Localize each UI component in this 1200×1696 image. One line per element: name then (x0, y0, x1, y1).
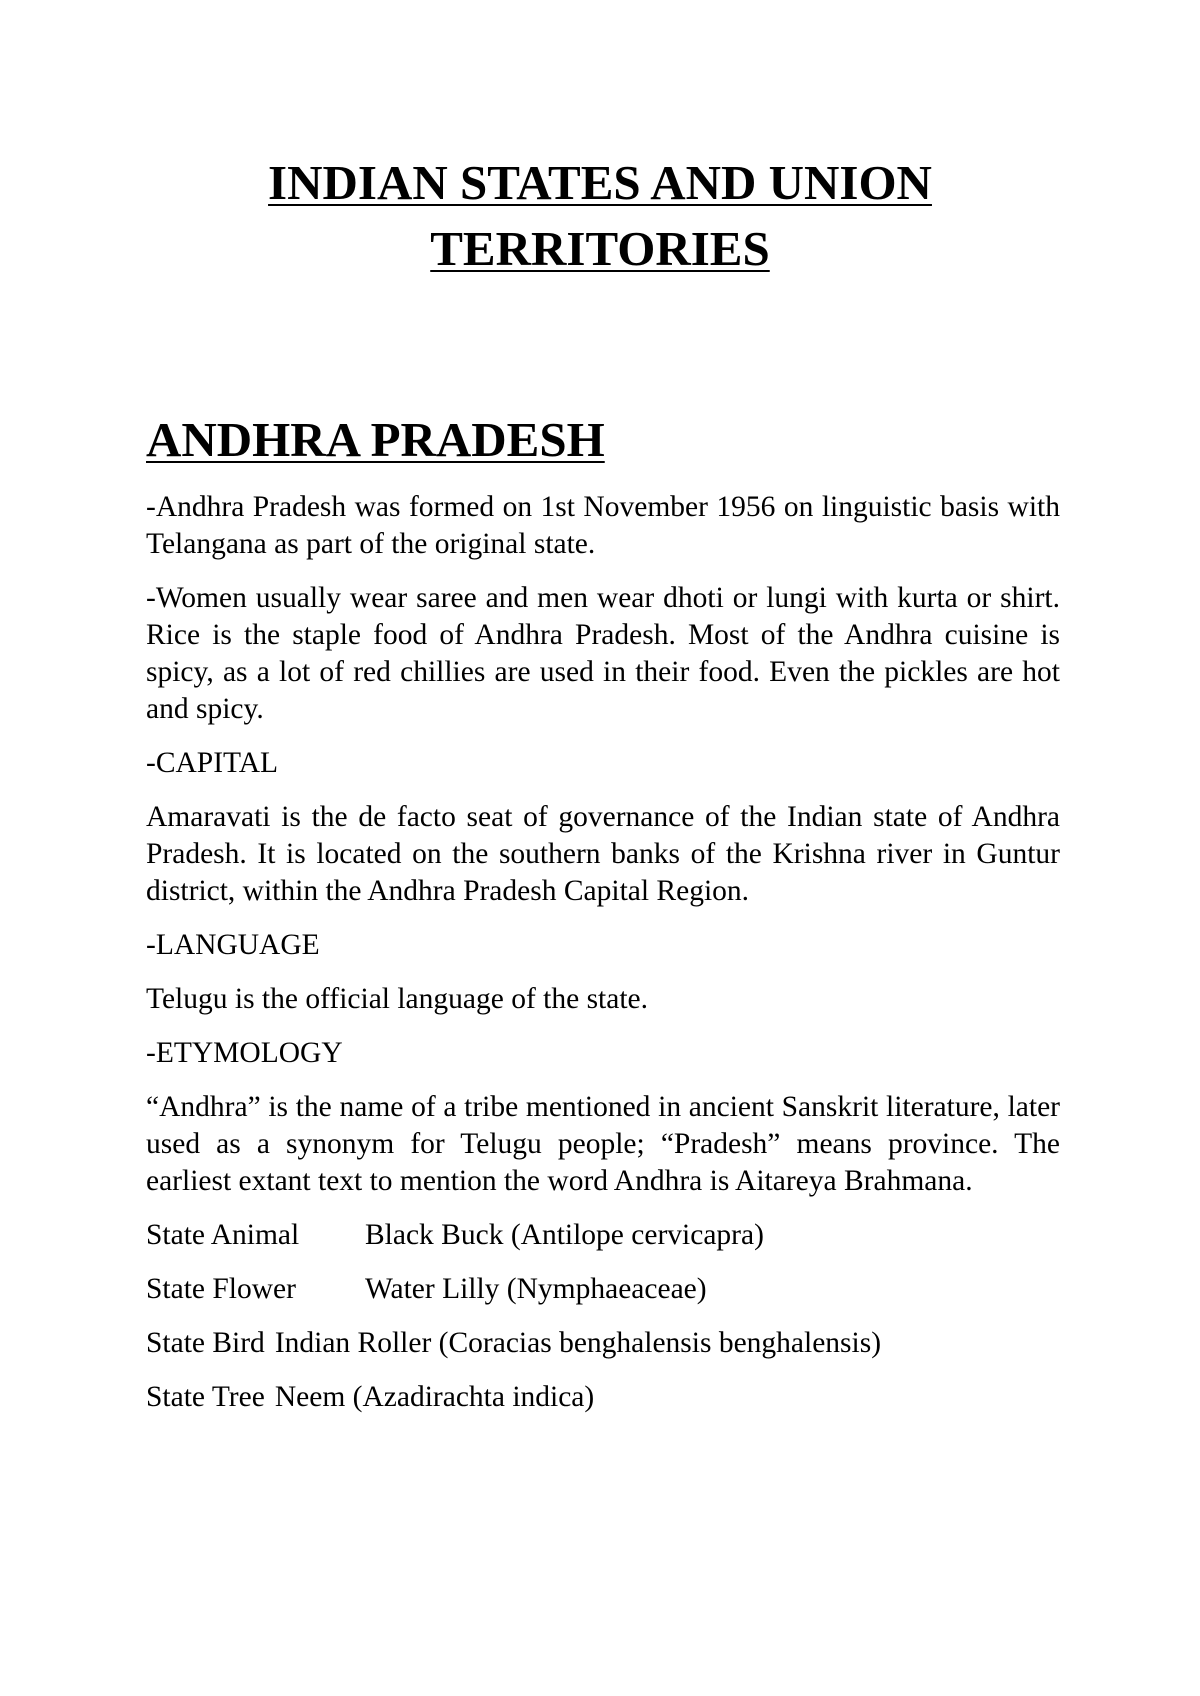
culture-paragraph: -Women usually wear saree and men wear dhoti or lungi with kurta or shirt. Rice is the staple food of Andhra Pradesh. Most of the Andhra cuisine is spicy, as a lot of red chillies are used in their food. Even the pickles are hot and spicy. (146, 582, 1060, 725)
capital-paragraph: Amaravati is the de facto seat of governance of the Indian state of Andhra Pradesh. It is located on the southern banks of the Krishna river in Guntur district, within the Andhra Pradesh Capital Region. (146, 801, 1060, 907)
formation-paragraph: -Andhra Pradesh was formed on 1st November 1956 on linguistic basis with Telangana as part of the original state. (146, 491, 1060, 560)
document-title-line-1: INDIAN STATES AND UNION (268, 155, 932, 210)
document-title-line-2: TERRITORIES (430, 221, 770, 276)
fact-label: State Bird (146, 1327, 265, 1359)
fact-label: State Flower (146, 1273, 296, 1305)
language-label: -LANGUAGE (146, 929, 320, 961)
capital-label: -CAPITAL (146, 747, 279, 779)
fact-row-bird (146, 1325, 1060, 1362)
document-title (150, 150, 1050, 282)
language-paragraph: Telugu is the official language of the state. (146, 983, 649, 1015)
etymology-label: -ETYMOLOGY (146, 1037, 343, 1069)
fact-row-animal (146, 1217, 1060, 1254)
state-body (146, 489, 1060, 1433)
state-heading: ANDHRA PRADESH (146, 412, 605, 467)
fact-value: Indian Roller (Coracias benghalensis benghalensis) (274, 1327, 882, 1359)
fact-value: Black Buck (Antilope cervicapra) (365, 1219, 764, 1251)
fact-label: State Animal (146, 1219, 300, 1251)
etymology-paragraph: “Andhra” is the name of a tribe mentioned in ancient Sanskrit literature, later used as a synonym for Telugu people; “Pradesh” means province. The earliest extant text to mention the word Andhra is Aitareya Brahmana. (146, 1091, 1060, 1197)
fact-value: Neem (Azadirachta indica) (274, 1381, 595, 1413)
fact-row-tree (146, 1379, 1060, 1416)
fact-row-flower (146, 1271, 1060, 1308)
fact-label: State Tree (146, 1381, 265, 1413)
fact-value: Water Lilly (Nymphaeaceae) (365, 1273, 707, 1305)
